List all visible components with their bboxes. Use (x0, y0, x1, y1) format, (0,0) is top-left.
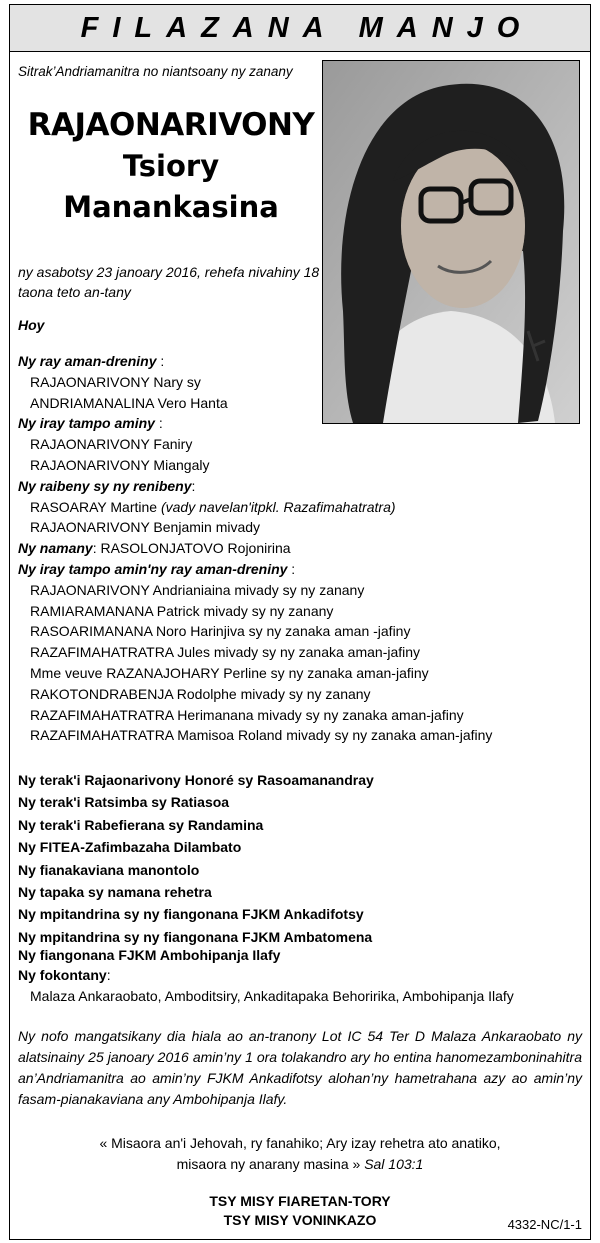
list-item: RAJAONARIVONY Nary sy (30, 373, 201, 390)
list-item: RAMIARAMANANA Patrick mivady sy ny zanany (30, 602, 334, 619)
relative-line: Ny fianakaviana manontolo (18, 861, 200, 878)
relatives-list (18, 769, 588, 963)
quote-line-2: misaora ny anarany masina » Sal 103:1 (176, 1156, 424, 1172)
bible-quote (18, 1133, 582, 1175)
fokontany-names: Malaza Ankaraobato, Amboditsiry, Ankaditapaka Behoririka, Ambohipanja Ilafy (30, 987, 514, 1004)
list-item: ANDRIAMANALINA Vero Hanta (30, 394, 228, 411)
relative-line: Ny mpitandrina sy ny fiangonana FJKM Ambatomena (18, 928, 373, 945)
relative-line: Ny terak'i Ratsimba sy Ratiasoa (18, 794, 230, 811)
deceased-first-name: Tsiory (122, 149, 220, 183)
header-title: FILAZANA MANJO (80, 11, 534, 44)
list-item: RAZAFIMAHATRATRA Mamisoa Roland mivady sy ny zanaka aman-jafiny (30, 727, 493, 744)
relative-line: Ny tapaka sy namana rehetra (18, 883, 212, 900)
list-item: RAKOTONDRABENJA Rodolphe mivady sy ny zanany (30, 685, 371, 702)
fokontany-heading: Ny fokontany: (18, 967, 111, 983)
list-item: RASOARIMANANA Noro Harinjiva sy ny zanaka aman -jafiny (30, 623, 411, 640)
quote-line-1: « Misaora an'i Jehovah, ry fanahiko; Ary izay rehetra ato anatiko, (99, 1135, 501, 1151)
list-item: RAJAONARIVONY Benjamin mivady (30, 519, 261, 536)
list-item: Mme veuve RAZANAJOHARY Perline sy ny zanaka aman-jafiny (30, 664, 429, 681)
fokontany-block (18, 965, 588, 1007)
list-item: RAZAFIMAHATRATRA Herimanana mivady sy ny zanaka aman-jafiny (30, 706, 464, 723)
deceased-second-name: Manankasina (63, 190, 279, 224)
relative-line: Ny FITEA-Zafimbazaha Dilambato (18, 839, 242, 856)
family-list (18, 351, 588, 746)
obituary-frame (9, 4, 591, 1240)
deceased-surname: RAJAONARIVONY (27, 107, 315, 143)
parent-siblings-heading: Ny iray tampo amin'ny ray aman-dreniny : (18, 560, 296, 577)
quote-reference: Sal 103:1 (364, 1156, 424, 1172)
relative-line: Ny terak'i Rabefierana sy Randamina (18, 816, 264, 833)
parents-heading: Ny ray aman-dreniny : (18, 353, 165, 369)
footer-notes (18, 1192, 582, 1230)
reference-code: 4332-NC/1-1 (507, 1217, 582, 1232)
siblings-heading: Ny iray tampo aminy : (18, 415, 163, 432)
list-item: RASOARAY Martine (vady navelan'itpkl. Razafimahatratra) (30, 498, 396, 515)
footer-line-1: TSY MISY FIARETAN-TORY (209, 1193, 391, 1209)
footer-line-2: TSY MISY VONINKAZO (223, 1212, 377, 1228)
aunt-line: Ny namany: RASOLONJATOVO Rojonirina (18, 540, 291, 557)
uncles-heading: Ny raibeny sy ny renibeny: (18, 477, 196, 494)
list-item: RAJAONARIVONY Andrianiaina mivady sy ny zanany (30, 581, 365, 598)
list-item: RAZAFIMAHATRATRA Jules mivady sy ny zanaka aman-jafiny (30, 644, 421, 661)
intro-line: Sitrak’Andriamanitra no niantsoany ny zanany (18, 64, 293, 79)
funeral-notice: Ny nofo mangatsikany dia hiala ao an-tranony Lot IC 54 Ter D Malaza Ankaraobato ny alatsinainy 25 janoary 2016 amin’ny 1 ora tolakandro ary ho entina hanomezamboninahitra an’Andriamanitra ao amin’ny FJKM Ankadifotsy alohan’ny hametrahana azy ao amin’ny fasam-pianakaviana any Ambohipanja Ilafy. (18, 1028, 582, 1107)
relative-line: Ny mpitandrina sy ny fiangonana FJKM Ankadifotsy (18, 906, 364, 923)
list-item: RAJAONARIVONY Faniry (30, 436, 193, 453)
relative-line: Ny terak'i Rajaonarivony Honoré sy Rasoamanandray (18, 772, 374, 788)
death-notice: ny asabotsy 23 janoary 2016, rehefa nivahiny 18 taona teto an-tany (18, 264, 320, 300)
list-item: RAJAONARIVONY Miangaly (30, 456, 210, 473)
greeting: Hoy (18, 317, 45, 333)
header-banner (10, 5, 590, 52)
relative-line: Ny fiangonana FJKM Ambohipanja Ilafy (18, 947, 281, 964)
